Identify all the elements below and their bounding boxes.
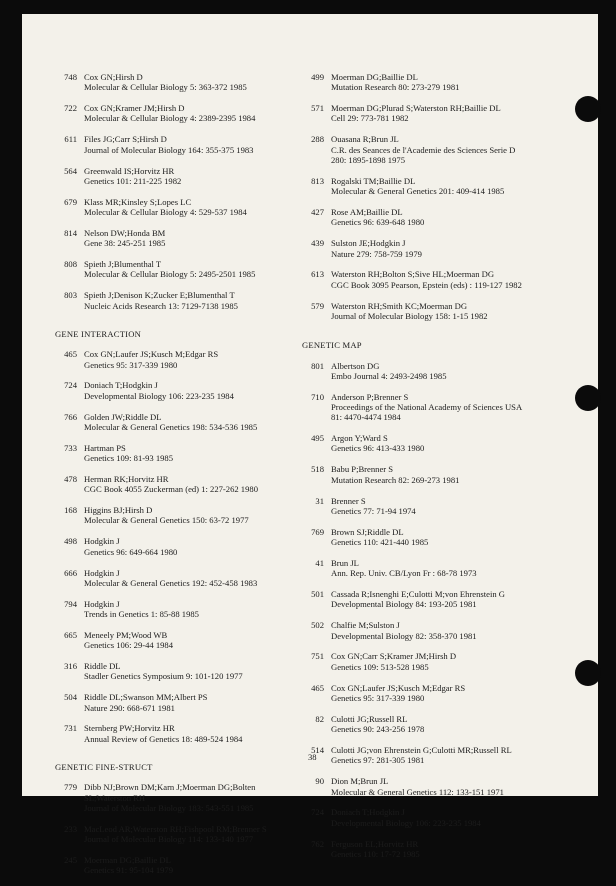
- reference-authors: Culotti JG;von Ehrenstein G;Culotti MR;Russell RL: [331, 745, 512, 756]
- reference-authors: Moerman DG;Baillie DL: [331, 72, 418, 82]
- reference-number: 710: [311, 391, 324, 402]
- reference-number: 233: [64, 823, 77, 834]
- reference-citation: Stadler Genetics Symposium 9: 101-120 1977: [84, 671, 243, 682]
- reference-number: 90: [315, 776, 324, 787]
- reference-authors: Brown SJ;Riddle DL: [331, 526, 404, 537]
- reference-authors: Argon Y;Ward S: [331, 433, 388, 444]
- reference-entry: [55, 692, 300, 713]
- reference-authors: Cox GN;Laufer JS;Kusch M;Edgar RS: [331, 682, 466, 693]
- reference-entry: [55, 443, 300, 464]
- reference-number: 613: [311, 269, 324, 280]
- reference-number: 465: [64, 349, 77, 360]
- reference-authors: Rogalski TM;Baillie DL: [331, 175, 416, 186]
- reference-authors: Anderson P;Brenner S: [331, 391, 409, 402]
- reference-citation: Molecular & Cellular Biology 4: 2389-2395 1984: [84, 113, 256, 124]
- reference-citation: Journal of Molecular Biology 158: 1-15 1982: [331, 310, 488, 321]
- reference-citation: Molecular & General Genetics 198: 534-536 1985: [84, 421, 258, 432]
- reference-citation: Developmental Biology 82: 358-370 1981: [331, 630, 477, 641]
- reference-number: 427: [311, 207, 324, 218]
- reference-entry: [55, 349, 300, 370]
- reference-citation: Journal of Molecular Biology 183: 543-551 1985: [84, 802, 254, 813]
- reference-authors: Cox GN;Kramer JM;Hirsh D: [84, 103, 185, 114]
- reference-citation: Journal of Molecular Biology 114: 133-140 1977: [84, 834, 254, 845]
- reference-citation: CGC Book 4055 Zuckerman (ed) 1: 227-262 1980: [84, 484, 258, 495]
- reference-number: 779: [64, 782, 77, 793]
- reference-entry: [55, 599, 300, 620]
- reference-authors: Herman RK;Horvitz HR: [84, 473, 169, 484]
- reference-number: 751: [311, 651, 324, 662]
- reference-number: 499: [311, 72, 324, 82]
- reference-entry: [302, 433, 564, 454]
- reference-authors: Chalfie M;Sulston J: [331, 620, 400, 631]
- reference-entry: [55, 259, 300, 280]
- reference-authors: Riddle DL: [84, 661, 121, 672]
- reference-entry: [55, 103, 300, 124]
- binder-hole-bottom: [575, 660, 601, 686]
- reference-authors: Brun JL: [331, 557, 359, 568]
- reference-citation: 280: 1895-1898 1975: [331, 154, 405, 165]
- reference-number: 808: [64, 259, 77, 270]
- reference-citation: Developmental Biology 106: 223-235 1984: [331, 817, 481, 828]
- reference-number: 813: [311, 175, 324, 186]
- reference-number: 495: [311, 433, 324, 444]
- reference-number: 518: [311, 464, 324, 475]
- reference-number: 722: [64, 103, 77, 114]
- binder-hole-top: [575, 96, 601, 122]
- reference-entry: [302, 134, 564, 165]
- reference-entry: [302, 176, 564, 197]
- reference-number: 679: [64, 196, 77, 207]
- reference-entry: [302, 269, 564, 290]
- reference-citation: Embo Journal 4: 2493-2498 1985: [331, 370, 447, 381]
- reference-entry: [55, 290, 300, 311]
- reference-entry: [302, 651, 564, 672]
- reference-citation: Nature 279: 758-759 1979: [331, 248, 422, 259]
- reference-number: 731: [64, 723, 77, 734]
- reference-entry: [55, 228, 300, 249]
- reference-citation: Molecular & General Genetics 150: 63-72 1977: [84, 515, 249, 526]
- reference-authors: Waterston RH;Smith KC;Moerman DG: [331, 300, 468, 311]
- reference-authors: Golden JW;Riddle DL: [84, 411, 162, 422]
- reference-number: 769: [311, 526, 324, 537]
- reference-authors: Sulston JE;Hodgkin J: [331, 238, 406, 249]
- reference-entry: [55, 855, 300, 876]
- reference-entry: [55, 630, 300, 651]
- reference-number: 316: [64, 661, 77, 672]
- reference-authors: Babu P;Brenner S: [331, 464, 394, 475]
- reference-number: 571: [311, 103, 324, 114]
- reference-authors: Spieth J;Denison K;Zucker E;Blumenthal T: [84, 290, 235, 301]
- reference-entry: [302, 392, 564, 423]
- reference-citation: Molecular & General Genetics 201: 409-414 1985: [331, 186, 505, 197]
- reference-citation: Gene 38: 245-251 1985: [84, 238, 166, 249]
- reference-citation: Nature 290: 668-671 1981: [84, 702, 175, 713]
- reference-entry: [55, 197, 300, 218]
- reference-citation: Molecular & Cellular Biology 5: 2495-2501 1985: [84, 269, 256, 280]
- reference-authors: Brenner S: [331, 495, 366, 506]
- right-column: [302, 72, 564, 870]
- reference-entry: [55, 824, 300, 845]
- reference-authors: Riddle DL;Swanson MM;Albert PS: [84, 692, 208, 703]
- reference-entry: [55, 72, 300, 93]
- reference-authors: Rose AM;Baillie DL: [331, 207, 403, 218]
- reference-citation: Molecular & Cellular Biology 4: 529-537 1984: [84, 207, 247, 218]
- reference-entry: [55, 166, 300, 187]
- reference-authors: Ouasana R;Brun JL: [331, 134, 399, 145]
- reference-authors: Cassada R;Isnenghi E;Culotti M;von Ehrenstein G: [331, 589, 506, 600]
- reference-citation: Genetics 96: 413-433 1980: [331, 443, 425, 454]
- reference-citation: Genetics 95: 317-339 1980: [331, 692, 425, 703]
- reference-entry: [55, 536, 300, 557]
- reference-citation: Developmental Biology 106: 223-235 1984: [84, 390, 234, 401]
- reference-number: 794: [64, 598, 77, 609]
- reference-entry: [302, 558, 564, 579]
- reference-citation: Journal of Molecular Biology 164: 355-375 1983: [84, 144, 254, 155]
- reference-authors: Higgins BJ;Hirsh D: [84, 505, 153, 516]
- reference-citation: Genetics 106: 29-44 1984: [84, 640, 174, 651]
- reference-authors: Hodgkin J: [84, 536, 120, 547]
- reference-citation: CGC Book 3095 Pearson, Epstein (eds) : 119-127 1982: [331, 279, 522, 290]
- reference-number: 502: [311, 620, 324, 631]
- reference-entry: [55, 412, 300, 433]
- reference-authors: Hodgkin J: [84, 598, 120, 609]
- reference-number: 501: [311, 589, 324, 600]
- reference-number: 803: [64, 290, 77, 301]
- reference-number: 41: [315, 557, 324, 568]
- reference-authors: Moerman DG;Baillie DL: [84, 855, 171, 866]
- reference-citation: Ann. Rep. Univ. CB/Lyon Fr : 68-78 1973: [331, 568, 477, 579]
- page-number: 38: [308, 752, 317, 762]
- reference-citation: Trends in Genetics 1: 85-88 1985: [84, 609, 199, 619]
- reference-entry: [302, 238, 564, 259]
- reference-entry: [302, 301, 564, 322]
- reference-authors: Greenwald IS;Horvitz HR: [84, 165, 175, 176]
- reference-citation: Nucleic Acids Research 13: 7129-7138 1985: [84, 300, 238, 311]
- reference-entry: [55, 134, 300, 155]
- reference-number: 245: [64, 855, 77, 866]
- reference-citation: Genetics 110: 17-72 1985: [331, 848, 420, 859]
- reference-entry: [55, 474, 300, 495]
- reference-authors: Cox GN;Hirsh D: [84, 72, 143, 82]
- reference-authors: Culotti JG;Russell RL: [331, 713, 408, 724]
- reference-citation: Genetics 109: 81-93 1985: [84, 453, 174, 464]
- reference-number: 82: [315, 713, 324, 724]
- reference-entry: [55, 568, 300, 589]
- reference-citation: Molecular & Cellular Biology 5: 363-372 1985: [84, 82, 247, 93]
- reference-number: 465: [311, 682, 324, 693]
- reference-entry: [302, 683, 564, 704]
- left-column: [55, 72, 300, 886]
- reference-citation: Genetics 90: 243-256 1978: [331, 724, 425, 735]
- reference-number: 762: [311, 838, 324, 849]
- reference-authors: Nelson DW;Honda BM: [84, 227, 166, 238]
- reference-entry: [302, 464, 564, 485]
- reference-number: 611: [64, 134, 77, 145]
- reference-entry: [302, 807, 564, 828]
- reference-citation: Genetics 96: 649-664 1980: [84, 546, 178, 557]
- reference-number: 724: [64, 380, 77, 391]
- reference-citation: Genetics 96: 639-648 1980: [331, 217, 425, 228]
- reference-citation: SL;Waterston RH: [84, 792, 146, 803]
- reference-number: 801: [311, 360, 324, 371]
- reference-number: 439: [311, 238, 324, 249]
- reference-authors: Albertson DG: [331, 360, 380, 371]
- reference-authors: Cox GN;Laufer JS;Kusch M;Edgar RS: [84, 349, 219, 360]
- reference-entry: [302, 589, 564, 610]
- reference-citation: Molecular & General Genetics 112: 133-151 1971: [331, 786, 504, 797]
- reference-number: 579: [311, 300, 324, 311]
- section-heading: GENE INTERACTION: [55, 328, 142, 339]
- reference-citation: Genetics 101: 211-225 1982: [84, 175, 182, 186]
- reference-entry: [55, 661, 300, 682]
- reference-number: 288: [311, 134, 324, 145]
- reference-citation: C.R. des Seances de l'Academie des Sciences Serie D: [331, 144, 516, 155]
- reference-authors: Spieth J;Blumenthal T: [84, 259, 162, 270]
- reference-authors: Dibb NJ;Brown DM;Karn J;Moerman DG;Bolten: [84, 782, 256, 793]
- reference-entry: [302, 527, 564, 548]
- reference-authors: Meneely PM;Wood WB: [84, 629, 168, 640]
- reference-entry: [302, 620, 564, 641]
- reference-entry: [302, 496, 564, 517]
- reference-entry: [55, 380, 300, 401]
- reference-number: 504: [64, 692, 77, 703]
- reference-number: 766: [64, 411, 77, 422]
- reference-authors: Klass MR;Kinsley S;Lopes LC: [84, 196, 192, 207]
- reference-authors: MacLeod AR;Waterston RH;Fishpool RM;Brenner S: [84, 823, 267, 834]
- reference-authors: Files JG;Carr S;Hirsh D: [84, 134, 167, 145]
- reference-number: 666: [64, 567, 77, 578]
- reference-citation: Genetics 110: 421-440 1985: [331, 537, 429, 548]
- binder-hole-middle: [575, 385, 601, 411]
- reference-authors: Waterston RH;Bolton S;Sive HL;Moerman DG: [331, 269, 495, 280]
- reference-number: 748: [64, 72, 77, 82]
- reference-citation: Cell 29: 773-781 1982: [331, 113, 409, 124]
- reference-authors: Doniach T;Hodgkin J: [84, 380, 158, 391]
- reference-authors: Moerman DG;Plurad S;Waterston RH;Baillie DL: [331, 103, 501, 114]
- reference-entry: [55, 723, 300, 744]
- reference-citation: Annual Review of Genetics 18: 489-524 1984: [84, 733, 243, 744]
- reference-citation: Genetics 77: 71-94 1974: [331, 505, 416, 516]
- reference-entry: [302, 207, 564, 228]
- section-heading: GENETIC FINE-STRUCT: [55, 762, 153, 773]
- reference-citation: Molecular & General Genetics 192: 452-458 1983: [84, 577, 258, 588]
- reference-authors: Doniach T;Hodgkin J: [331, 807, 405, 818]
- reference-citation: Genetics 91: 95-104 1979: [84, 865, 174, 876]
- reference-entry: [302, 776, 564, 797]
- reference-citation: Developmental Biology 84: 193-205 1981: [331, 599, 477, 610]
- reference-number: 514: [311, 745, 324, 756]
- reference-number: 168: [64, 505, 77, 516]
- reference-authors: Hartman PS: [84, 442, 126, 453]
- reference-citation: Mutation Research 82: 269-273 1981: [331, 474, 460, 485]
- reference-entry: [302, 361, 564, 382]
- reference-entry: [302, 839, 564, 860]
- reference-number: 564: [64, 165, 77, 176]
- reference-entry: [55, 505, 300, 526]
- reference-citation: Genetics 95: 317-339 1980: [84, 359, 178, 370]
- reference-authors: Cox GN;Carr S;Kramer JM;Hirsh D: [331, 651, 457, 662]
- reference-citation: Proceedings of the National Academy of Sciences USA: [331, 401, 523, 412]
- reference-citation: 81: 4470-4474 1984: [331, 412, 401, 423]
- reference-entry: [302, 72, 564, 93]
- reference-number: 498: [64, 536, 77, 547]
- reference-number: 814: [64, 227, 77, 238]
- reference-authors: Hodgkin J: [84, 567, 120, 578]
- reference-number: 31: [315, 495, 324, 506]
- reference-entry: [302, 103, 564, 124]
- reference-number: 665: [64, 629, 77, 640]
- reference-number: 478: [64, 473, 77, 484]
- reference-authors: Sternberg PW;Horvitz HR: [84, 723, 175, 734]
- reference-number: 724: [311, 807, 324, 818]
- reference-authors: Ferguson EL;Horvitz HR: [331, 838, 419, 849]
- reference-citation: Genetics 109: 513-528 1985: [331, 661, 429, 672]
- reference-entry: [302, 745, 564, 766]
- document-page: [22, 14, 598, 876]
- reference-number: 733: [64, 442, 77, 453]
- reference-authors: Dion M;Brun JL: [331, 776, 389, 787]
- reference-entry: [302, 714, 564, 735]
- section-heading: GENETIC MAP: [302, 340, 362, 351]
- reference-citation: Genetics 97: 281-305 1981: [331, 755, 425, 766]
- reference-citation: Mutation Research 80: 273-279 1981: [331, 82, 460, 93]
- reference-entry: [55, 782, 300, 813]
